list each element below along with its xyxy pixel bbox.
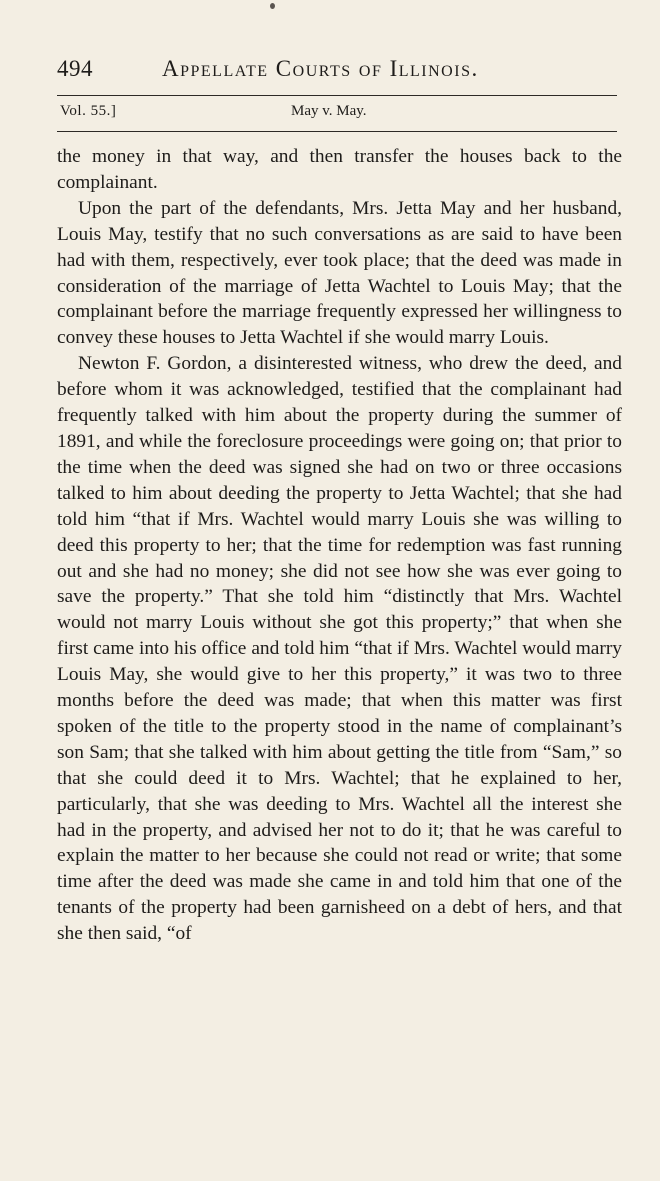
paragraph-defendants-testimony: Upon the part of the defendants, Mrs. Jetta May and her husband, Louis May, testify that no such conversations as are said to have been had with them, respectively, ever took place; that the deed was made in consideration of the marriage of Jetta Wachtel to Louis May; that the complainant before the marriage frequently expressed her willingness to convey these houses to Jetta Wachtel if she would marry Louis. <box>57 197 622 349</box>
print-speck <box>270 3 275 9</box>
paragraph-gordon-testimony: Newton F. Gordon, a disinterested witness, who drew the deed, and before whom it was acknowledged, testified that the complainant had frequently talked with him about the property during the summer of 1891, and while the foreclosure proceedings were going on; that prior to the time when the deed was signed she had on two or three occasions talked to him about deeding the property to Jetta Wachtel; that she had told him “that if Mrs. Wachtel would marry Louis she was willing to deed this property to her; that the time for redemption was fast running out and she had no money; she did not see how she was ever going to save the property.” That she told him “distinctly that Mrs. Wachtel would not marry Louis without she got this property;” that when she first came into his office and told him “that if Mrs. Wachtel would marry Louis May, she would give to her this property,” it was two to three months before the deed was made; that when this matter was first spoken of the title to the property stood in the name of complainant’s son Sam; that she talked with him about getting the title from “Sam,” so that she could deed it to Mrs. Wachtel; that he explained to her, particularly, that she was deeding to Mrs. Wachtel all the interest she had in the property, and advised her not to do it; that he was careful to explain the matter to her because she could not read or write; that some time after the deed was made she came in and told him that one of the tenants of the property had been garnisheed on a debt of hers, and that she then said, “of <box>57 353 622 945</box>
running-title: Appellate Courts of Illinois. <box>162 56 479 81</box>
paragraph-continuation: the money in that way, and then transfer the houses back to the complainant. <box>57 146 622 193</box>
header-rule-top <box>57 95 617 96</box>
case-name: May v. May. <box>291 103 367 119</box>
body-text <box>57 144 622 947</box>
page-header <box>57 56 617 90</box>
page-number: 494 <box>57 56 93 81</box>
header-rule-bottom <box>57 131 617 132</box>
volume-label: Vol. 55.] <box>60 103 117 119</box>
